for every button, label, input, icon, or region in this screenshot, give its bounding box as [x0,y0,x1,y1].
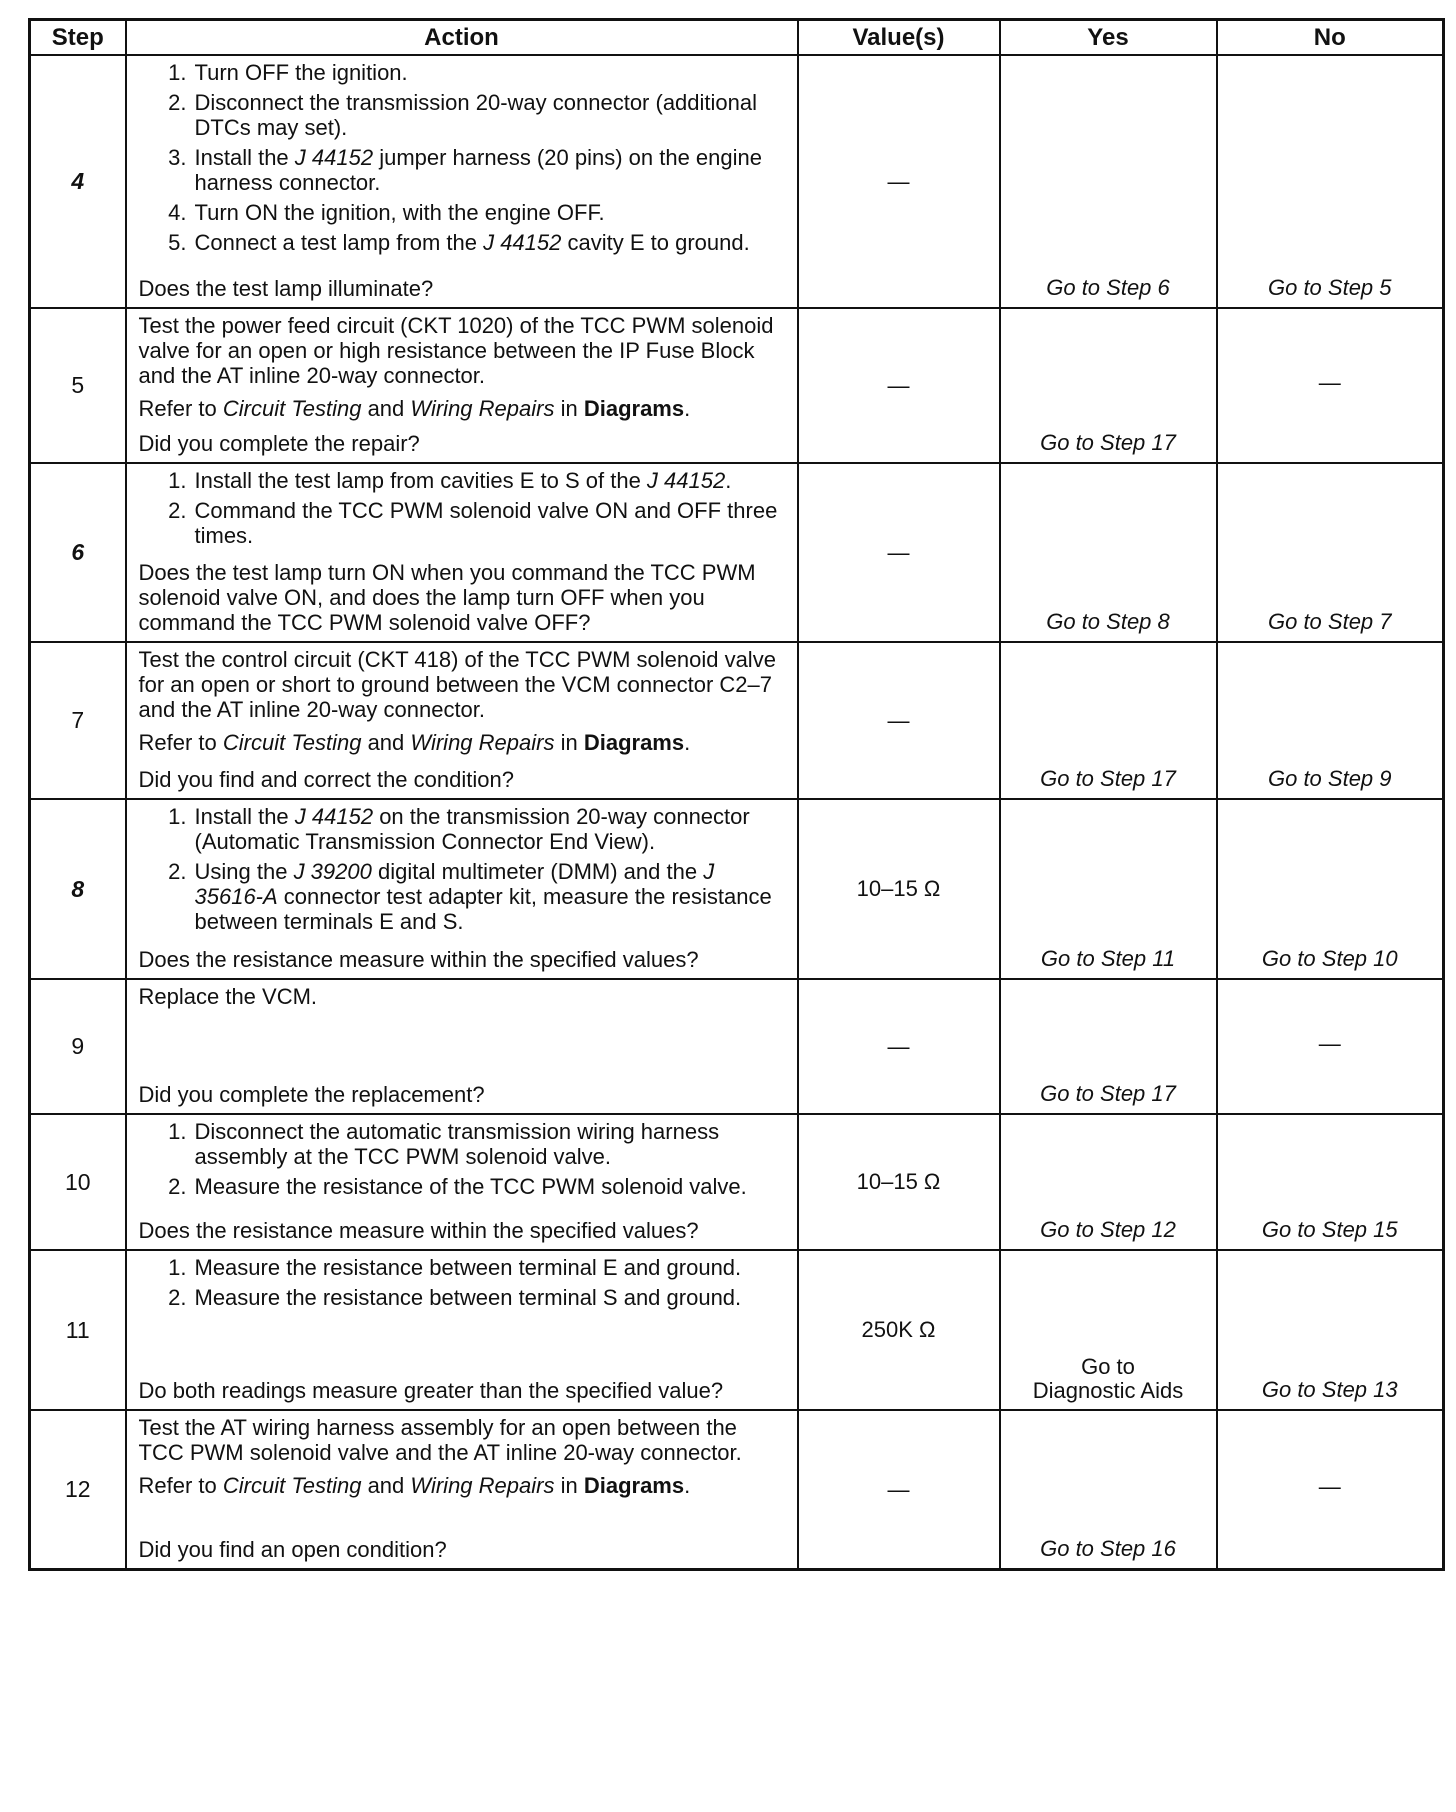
instruction-item [139,1174,787,1199]
yes-result: Go to Step 11 [1000,799,1217,979]
action-cell [126,55,798,308]
instruction-number: 3. [168,145,187,170]
action-instructions [139,804,787,939]
instruction-number: 2. [168,859,187,884]
instruction-number: 1. [168,60,187,85]
instruction-text [195,468,787,493]
text-span: and [361,730,411,755]
refer-link-circuit-testing: Circuit Testing [222,730,362,755]
value-cell: — [798,642,1000,799]
value-cell: — [798,55,1000,308]
instruction-number: 1. [168,804,187,829]
refer-note [139,1473,787,1498]
instruction-text: Turn ON the ignition, with the engine OFF. [194,200,605,225]
instruction-number: 1. [168,1255,187,1280]
no-result: Go to Step 7 [1217,463,1444,642]
instruction-number: 2. [168,498,187,523]
action-cell [126,308,798,463]
text-span: in [554,730,584,755]
action-paragraph: Replace the VCM. [138,984,318,1009]
table-header-row [30,20,1444,56]
yes-result: Go to Step 17 [1000,642,1217,799]
value-cell: — [798,308,1000,463]
instruction-text: Disconnect the transmission 20-way connector (additional DTCs may set). [194,90,758,140]
instruction-number: 2. [168,1285,187,1310]
diagnostic-question: Does the resistance measure within the specified values? [138,947,699,972]
diagnostic-question: Did you find an open condition? [138,1537,447,1562]
yes-result: Go to Step 17 [1000,308,1217,463]
text-span: and [361,396,411,421]
value-cell: 10–15 Ω [798,799,1000,979]
table-body [30,55,1444,1570]
step-number: 4 [30,55,126,308]
value-cell: 250K Ω [798,1250,1000,1410]
table-row [30,799,1444,979]
no-result: Go to Step 9 [1217,642,1444,799]
refer-document: Diagrams [583,730,685,755]
tool-reference: J 44152 [483,230,562,255]
action-paragraph: Test the control circuit (CKT 418) of the TCC PWM solenoid valve for an open or short to ground between the VCM connector C2–7 and the AT inline 20-way connector. [138,647,776,722]
action-cell [126,799,798,979]
action-instructions [139,468,787,553]
instruction-text: Measure the resistance of the TCC PWM solenoid valve. [194,1174,747,1199]
diagnostic-table-page [28,18,1442,1571]
step-number: 6 [30,463,126,642]
table-row [30,55,1444,308]
no-result: — [1217,308,1444,463]
tool-reference: J 39200 [293,859,372,884]
instruction-list [139,468,787,548]
no-result: Go to Step 5 [1217,55,1444,308]
instruction-item [139,1255,787,1280]
text-span: Install the [194,145,295,170]
no-result: Go to Step 13 [1217,1250,1444,1410]
step-number: 9 [30,979,126,1114]
text-span: Install the test lamp from cavities E to S of the [194,468,647,493]
no-result: — [1217,979,1444,1114]
instruction-text [195,145,787,195]
refer-note [139,730,787,755]
header-no: No [1217,20,1444,56]
instruction-item [139,200,787,225]
text-span: Refer to [138,730,223,755]
table-row [30,308,1444,463]
no-result: Go to Step 15 [1217,1114,1444,1250]
step-number: 8 [30,799,126,979]
diagnostic-table [28,18,1445,1571]
text-span: . [725,468,732,493]
table-row [30,1410,1444,1570]
action-cell [126,463,798,642]
instruction-list [139,60,787,255]
diagnostic-question: Did you complete the replacement? [138,1082,485,1107]
text-span: Refer to [138,396,223,421]
instruction-number: 5. [168,230,187,255]
instruction-item [139,804,787,854]
table-row [30,642,1444,799]
diagnostic-question: Did you complete the repair? [138,431,420,456]
header-step: Step [30,20,126,56]
action-cell [126,979,798,1114]
header-values: Value(s) [798,20,1000,56]
no-result: Go to Step 10 [1217,799,1444,979]
action-instructions [139,1119,787,1204]
instruction-item [139,468,787,493]
yes-result: Go to Step 8 [1000,463,1217,642]
instruction-text: Turn OFF the ignition. [194,60,408,85]
refer-document: Diagrams [583,396,685,421]
instruction-text [195,230,787,255]
instruction-text: Command the TCC PWM solenoid valve ON and OFF three times. [194,498,778,548]
table-row [30,463,1444,642]
text-span: Connect a test lamp from the [194,230,484,255]
action-cell [126,1114,798,1250]
instruction-text: Measure the resistance between terminal S and ground. [194,1285,742,1310]
step-number: 12 [30,1410,126,1570]
table-row [30,1250,1444,1410]
action-cell [126,1410,798,1570]
instruction-number: 1. [168,1119,187,1144]
text-span: and [361,1473,411,1498]
tool-reference: J 44152 [294,145,374,170]
action-paragraph: Test the AT wiring harness assembly for an open between the TCC PWM solenoid valve and the AT inline 20-way connector. [138,1415,742,1465]
table-row [30,979,1444,1114]
goto-line: Go to [1081,1354,1135,1379]
value-cell: 10–15 Ω [798,1114,1000,1250]
action-instructions [139,313,787,429]
step-number: 10 [30,1114,126,1250]
action-instructions [139,1415,787,1506]
text-span: . [684,396,691,421]
instruction-text: Disconnect the automatic transmission wiring harness assembly at the TCC PWM solenoid valve. [194,1119,720,1169]
instruction-text [195,859,787,934]
step-number: 7 [30,642,126,799]
refer-link-circuit-testing: Circuit Testing [222,1473,362,1498]
goto-line: Diagnostic Aids [1032,1378,1184,1403]
diagnostic-question: Does the resistance measure within the specified values? [138,1218,699,1243]
instruction-item [139,230,787,255]
tool-reference: J 35616-A [194,859,715,909]
action-cell [126,642,798,799]
value-cell: — [798,1410,1000,1570]
refer-link-wiring-repairs: Wiring Repairs [410,730,555,755]
value-cell: — [798,979,1000,1114]
action-instructions [139,1255,787,1315]
refer-link-wiring-repairs: Wiring Repairs [410,396,555,421]
refer-link-wiring-repairs: Wiring Repairs [410,1473,555,1498]
yes-result [1000,1250,1217,1410]
text-span: . [684,1473,691,1498]
yes-result: Go to Step 12 [1000,1114,1217,1250]
action-instructions [139,647,787,763]
refer-document: Diagrams [583,1473,685,1498]
instruction-number: 2. [168,1174,187,1199]
text-span: jumper harness (20 pins) on the engine harness connector. [194,145,762,195]
instruction-item [139,90,787,140]
text-span: Refer to [138,1473,223,1498]
instruction-number: 4. [168,200,187,225]
text-span: Using the [194,859,294,884]
instruction-item [139,1119,787,1169]
text-span: . [684,730,691,755]
header-action: Action [126,20,798,56]
instruction-text: Measure the resistance between terminal E and ground. [194,1255,742,1280]
action-instructions [139,984,787,1017]
header-yes: Yes [1000,20,1217,56]
table-row [30,1114,1444,1250]
diagnostic-question: Did you find and correct the condition? [138,767,514,792]
instruction-item [139,145,787,195]
instruction-number: 1. [168,468,187,493]
instruction-text [195,804,787,854]
no-result: — [1217,1410,1444,1570]
text-span: Install the [194,804,295,829]
instruction-number: 2. [168,90,187,115]
step-number: 5 [30,308,126,463]
instruction-item [139,859,787,934]
diagnostic-question: Does the test lamp illuminate? [138,276,434,301]
instruction-list [139,804,787,934]
step-number: 11 [30,1250,126,1410]
instruction-item [139,498,787,548]
diagnostic-question: Do both readings measure greater than the specified value? [138,1378,724,1403]
refer-link-circuit-testing: Circuit Testing [222,396,362,421]
tool-reference: J 44152 [646,468,726,493]
refer-note [139,396,787,421]
action-instructions [139,60,787,260]
yes-result: Go to Step 16 [1000,1410,1217,1570]
action-cell [126,1250,798,1410]
text-span: in [554,396,584,421]
text-span: cavity E to ground. [561,230,750,255]
instruction-list [139,1119,787,1199]
diagnostic-question: Does the test lamp turn ON when you command the TCC PWM solenoid valve ON, and does the lamp turn OFF when you command the TCC PWM solenoid valve OFF? [138,560,756,635]
yes-result: Go to Step 6 [1000,55,1217,308]
instruction-item [139,1285,787,1310]
instruction-list [139,1255,787,1310]
yes-result: Go to Step 17 [1000,979,1217,1114]
action-paragraph: Test the power feed circuit (CKT 1020) of the TCC PWM solenoid valve for an open or high resistance between the IP Fuse Block and the AT inline 20-way connector. [138,313,774,388]
text-span: digital multimeter (DMM) and the [371,859,704,884]
text-span: on the transmission 20-way connector (Automatic Transmission Connector End View). [194,804,750,854]
text-span: in [554,1473,584,1498]
value-cell: — [798,463,1000,642]
instruction-item [139,60,787,85]
tool-reference: J 44152 [294,804,374,829]
text-span: connector test adapter kit, measure the resistance between terminals E and S. [194,884,772,934]
